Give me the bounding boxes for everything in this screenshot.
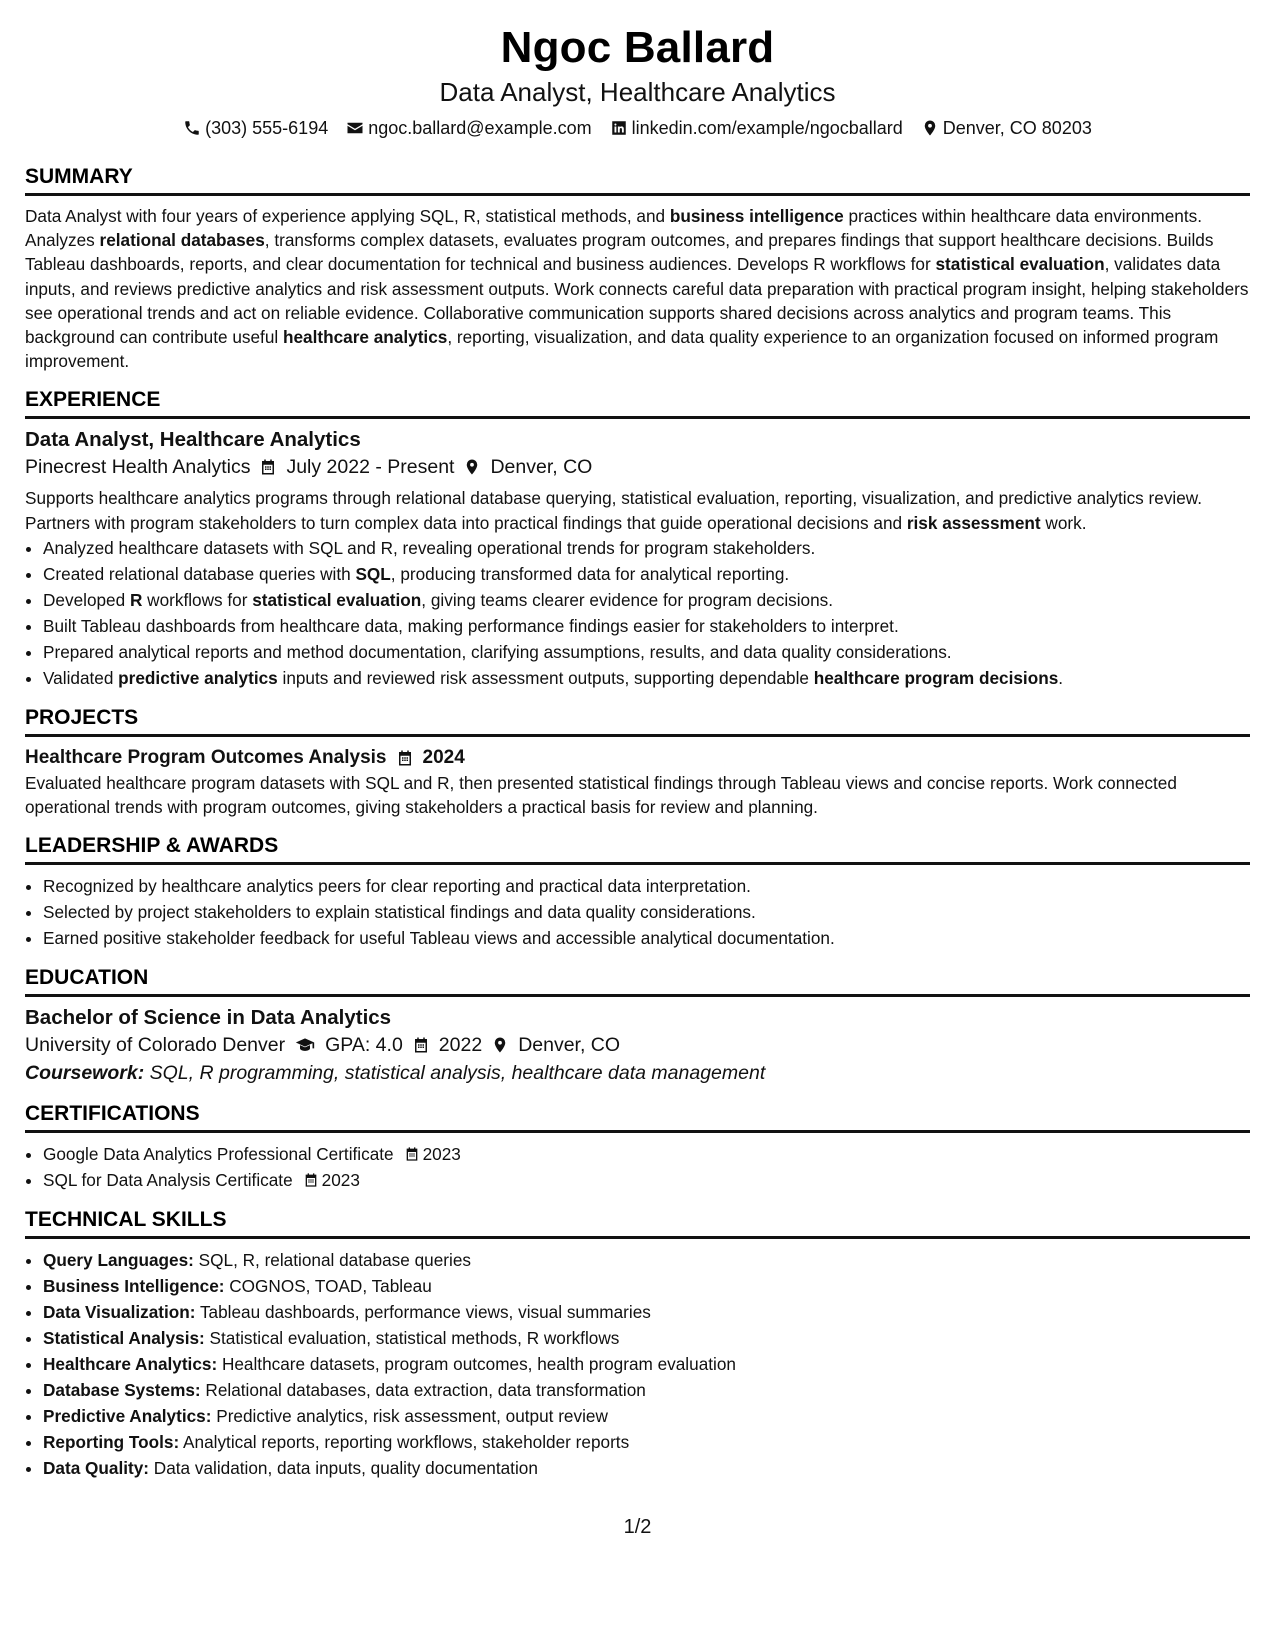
skill-label: Query Languages: <box>43 1250 194 1271</box>
location-pin-icon <box>463 458 481 476</box>
project-year: 2024 <box>422 746 465 768</box>
bullet-text: workflows for <box>142 589 253 610</box>
cert-name: • SQL for Data Analysis Certificate <box>43 1170 293 1191</box>
phone-icon <box>183 119 201 137</box>
section-heading-skills: TECHNICAL SKILLS <box>25 1207 1250 1239</box>
degree-title: Bachelor of Science in Data Analytics <box>25 1006 392 1030</box>
skills-section <box>25 1207 1250 1481</box>
skill-value: Tableau dashboards, performance views, visual summaries <box>195 1302 651 1323</box>
section-heading-summary: SUMMARY <box>25 164 1250 196</box>
project-header <box>25 745 1250 771</box>
job-bullets <box>25 535 1250 691</box>
projects-section <box>25 705 1250 819</box>
contact-phone[interactable] <box>183 116 328 140</box>
list-item <box>43 1299 1250 1325</box>
location-text: Denver, CO 80203 <box>942 118 1092 138</box>
list-item <box>43 587 1250 613</box>
summary-keyword: business intelligence <box>669 206 844 226</box>
job-meta <box>25 453 1250 481</box>
list-item <box>43 1247 1250 1273</box>
cert-year: 2023 <box>422 1144 461 1165</box>
linkedin-text: linkedin.com/example/ngocballard <box>631 118 903 138</box>
job-description <box>25 486 1250 534</box>
skill-label: Healthcare Analytics: <box>43 1354 218 1375</box>
graduation-year: 2022 <box>438 1034 483 1057</box>
list-item <box>43 613 1250 639</box>
page-number: 1/2 <box>623 1516 652 1538</box>
bullet-text: Prepared analytical reports and method documentation, clarifying assumptions, results, and data quality considerations. <box>43 641 952 662</box>
location-pin-icon <box>921 119 939 137</box>
list-item <box>43 1455 1250 1481</box>
summary-part: , transforms complex datasets, evaluates program outcomes, and prepares findings that support healthcare decisions. Builds Tableau dashboards, reports, and clear documentation for technical and business audiences. Develops R workflows for <box>25 230 1214 275</box>
summary-text <box>25 204 1250 373</box>
bullet-text: Created relational database queries with <box>43 563 356 584</box>
calendar-icon <box>412 1036 430 1054</box>
phone-text: (303) 555-6194 <box>205 118 329 138</box>
summary-part: , validates data inputs, and reviews predictive analytics and risk assessment outputs. Work connects careful data preparation with practical program insight, helping stakeholders see operational trends and act on reliable evidence. Collaborative communication supports shared decisions across analytics and program teams. This background can contribute useful <box>25 254 1249 348</box>
calendar-icon <box>404 1146 420 1162</box>
list-item <box>43 1141 1250 1167</box>
bullet-text: inputs and reviewed risk assessment outputs, supporting dependable <box>277 667 814 688</box>
section-heading-leadership: LEADERSHIP & AWARDS <box>25 833 1250 865</box>
bullet-text: Analyzed healthcare datasets with SQL and R, revealing operational trends for program stakeholders. <box>43 537 816 558</box>
contact-linkedin[interactable] <box>610 116 903 140</box>
skill-label: Business Intelligence: <box>43 1276 225 1297</box>
list-item <box>43 1377 1250 1403</box>
job-description-part: Supports healthcare analytics programs through relational database querying, statistical evaluation, reporting, visualization, and predictive analytics review. Partners with program stakeholders to turn complex data into practical findings that guide operational decisions and <box>25 488 1203 533</box>
list-item <box>43 535 1250 561</box>
cert-year: 2023 <box>321 1170 360 1191</box>
skill-label: Database Systems: <box>43 1380 201 1401</box>
calendar-icon <box>396 749 414 767</box>
list-item: • Earned positive stakeholder feedback for useful Tableau views and accessible analytical documentation. <box>43 925 1250 951</box>
list-item <box>43 1403 1250 1429</box>
bullet-keyword: statistical evaluation <box>252 589 422 610</box>
list-item: • Selected by project stakeholders to explain statistical findings and data quality considerations. <box>43 899 1250 925</box>
education-section <box>25 965 1250 1087</box>
coursework-label: Coursework: <box>25 1062 145 1085</box>
summary-part: Data Analyst with four years of experience applying SQL, R, statistical methods, and <box>25 206 670 226</box>
bullet-keyword: predictive analytics <box>118 667 278 688</box>
list-item <box>43 1167 1250 1193</box>
school-location: Denver, CO <box>518 1034 621 1057</box>
skill-label: Statistical Analysis: <box>43 1328 205 1349</box>
summary-part: , reporting, visualization, and data quality experience to an organization focused on informed program improvement. <box>25 327 1219 372</box>
school-name: University of Colorado Denver <box>25 1034 286 1057</box>
summary-keyword: statistical evaluation <box>935 254 1105 275</box>
bullet-keyword: healthcare program decisions <box>813 667 1059 688</box>
skill-value: Data validation, data inputs, quality documentation <box>149 1458 538 1479</box>
calendar-icon <box>259 458 277 476</box>
skill-value: Healthcare datasets, program outcomes, health program evaluation <box>217 1354 736 1375</box>
skill-value: Analytical reports, reporting workflows, stakeholder reports <box>179 1432 630 1453</box>
skill-value: SQL, R, relational database queries <box>193 1250 471 1271</box>
job-dates: July 2022 - Present <box>286 456 455 479</box>
skill-value: Relational databases, data extraction, data transformation <box>200 1380 646 1401</box>
candidate-title: Data Analyst, Healthcare Analytics <box>439 77 836 107</box>
linkedin-icon <box>610 119 628 137</box>
leadership-list <box>25 873 1250 951</box>
bullet-text: Developed <box>43 589 130 610</box>
contact-location <box>921 116 1092 140</box>
certifications-list <box>25 1141 1250 1193</box>
summary-section <box>25 164 1250 373</box>
project-name: Healthcare Program Outcomes Analysis <box>25 746 387 768</box>
skill-label: Data Quality: <box>43 1458 150 1479</box>
candidate-name: Ngoc Ballard <box>500 23 775 72</box>
coursework-text: SQL, R programming, statistical analysis, healthcare data management <box>144 1062 766 1085</box>
cert-name: • Google Data Analytics Professional Certificate <box>43 1144 394 1165</box>
skill-label: Data Visualization: <box>43 1302 196 1323</box>
section-heading-certifications: CERTIFICATIONS <box>25 1101 1250 1133</box>
envelope-icon <box>346 119 364 137</box>
bullet-text: Built Tableau dashboards from healthcare data, making performance findings easier for stakeholders to interpret. <box>43 615 899 636</box>
bullet-text: , producing transformed data for analytical reporting. <box>390 563 790 584</box>
resume-header <box>25 0 1250 140</box>
bullet-text: , giving teams clearer evidence for program decisions. <box>421 589 834 610</box>
graduation-cap-icon <box>294 1035 316 1055</box>
section-heading-experience: EXPERIENCE <box>25 387 1250 419</box>
email-text: ngoc.ballard@example.com <box>368 118 592 138</box>
education-meta <box>25 1031 1250 1059</box>
list-item <box>43 1273 1250 1299</box>
section-heading-projects: PROJECTS <box>25 705 1250 737</box>
list-item <box>43 639 1250 665</box>
project-description: Evaluated healthcare program datasets with SQL and R, then presented statistical findings through Tableau views and concise reports. Work connected operational trends with program outcomes, giving stakeholders a practical basis for review and planning. <box>25 772 1177 818</box>
bullet-text: . <box>1058 667 1064 688</box>
list-item <box>43 1325 1250 1351</box>
list-item <box>43 665 1250 691</box>
experience-section <box>25 387 1250 690</box>
section-heading-education: EDUCATION <box>25 965 1250 997</box>
list-item: • Recognized by healthcare analytics peers for clear reporting and practical data interpretation. <box>43 873 1250 899</box>
job-location: Denver, CO <box>490 456 593 479</box>
contact-email[interactable] <box>346 116 591 140</box>
job-description-part: work. <box>1040 512 1087 533</box>
gpa: GPA: 4.0 <box>325 1034 403 1057</box>
summary-keyword: relational databases <box>99 230 265 251</box>
list-item <box>43 1429 1250 1455</box>
skill-value: Statistical evaluation, statistical methods, R workflows <box>204 1328 620 1349</box>
skill-label: Reporting Tools: <box>43 1432 180 1453</box>
skill-label: Predictive Analytics: <box>43 1406 212 1427</box>
contact-bar <box>25 116 1250 140</box>
leadership-section <box>25 833 1250 951</box>
job-description-keyword: risk assessment <box>906 512 1041 533</box>
list-item <box>43 561 1250 587</box>
company-name: Pinecrest Health Analytics <box>25 456 251 479</box>
bullet-keyword: SQL <box>355 563 391 584</box>
bullet-text: Validated <box>43 667 119 688</box>
list-item <box>43 1351 1250 1377</box>
calendar-icon <box>303 1172 319 1188</box>
summary-keyword: healthcare analytics <box>282 327 448 348</box>
resume-page <box>25 0 1250 1481</box>
location-pin-icon <box>491 1036 509 1054</box>
certifications-section <box>25 1101 1250 1193</box>
skill-value: Predictive analytics, risk assessment, output review <box>211 1406 608 1427</box>
bullet-keyword: R <box>129 589 143 610</box>
coursework <box>25 1059 1250 1087</box>
skill-value: COGNOS, TOAD, Tableau <box>224 1276 432 1297</box>
job-title: Data Analyst, Healthcare Analytics <box>25 428 361 452</box>
summary-part: practices within healthcare data environments. Analyzes <box>25 206 1202 251</box>
skills-list <box>25 1247 1250 1481</box>
